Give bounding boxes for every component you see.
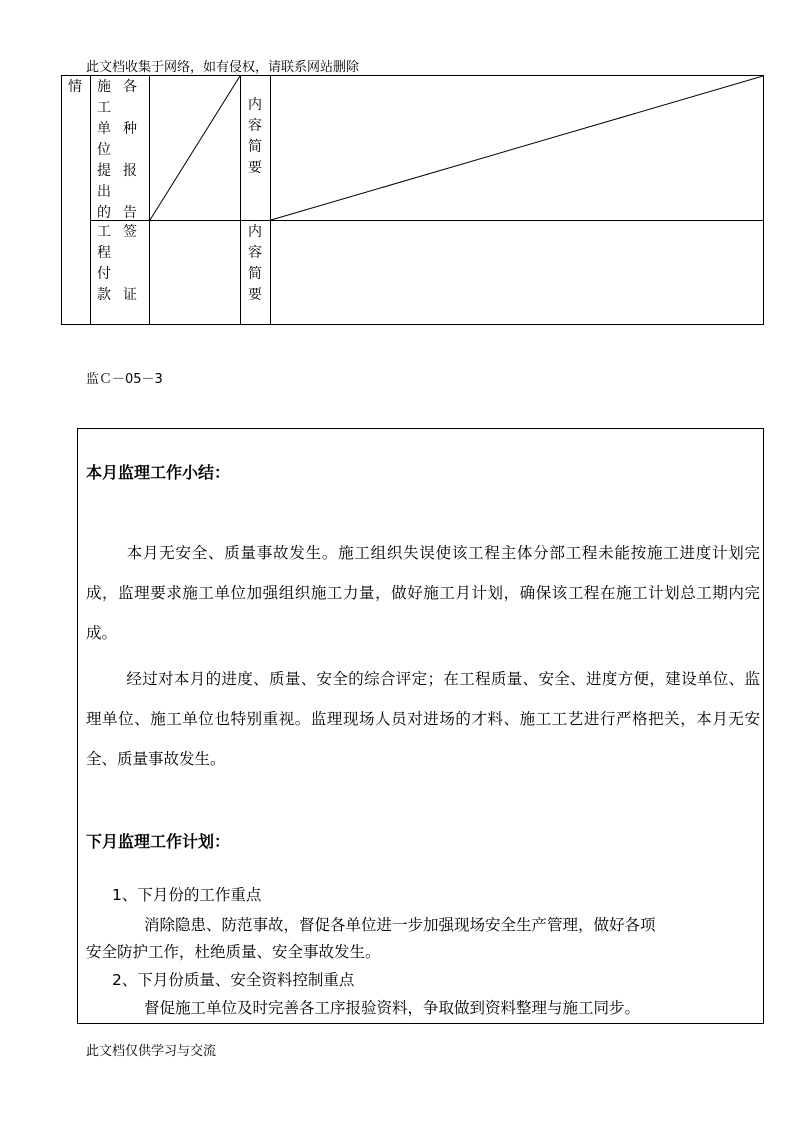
row2-content-label: 内 容 简 要 [248,224,262,303]
diagonal-lines [61,75,764,325]
form-code: 监Ｃ－05－3 [86,372,163,387]
footer-note: 此文档仅供学习与交流 [86,1044,217,1059]
info-table [61,75,764,325]
row-category-label: 情 [68,79,82,95]
plan-item-1-text: 消除隐患、防范事故，督促各单位进一步加强现场安全生产管理，做好各项 [144,916,656,934]
row1-content-label: 内 容 简 要 [248,97,262,176]
plan-item-1-title: 1、下月份的工作重点 [112,886,262,904]
plan-item-1-text-cont: 安全防护工作，杜绝质量、安全事故发生。 [86,943,381,961]
header-note: 此文档收集于网络，如有侵权，请联系网站删除 [86,60,360,75]
row1-label-col-b: 各 种 报 告 [123,79,137,221]
plan-item-2-title: 2、下月份质量、安全资料控制重点 [112,971,355,989]
monthly-report-box [77,428,764,1024]
summary-paragraph-2: 经过对本月的进度、质量、安全的综合评定；在工程质量、安全、进度方便，建设单位、监理单位、施工单位也特别重视。监理现场人员对进场的才料、施工工艺进行严格把关，本月无安全、质量事故发生。 [86,670,760,768]
plan-item-2-text: 督促施工单位及时完善各工序报验资料，争取做到资料整理与施工同步。 [144,999,641,1017]
plan-title: 下月监理工作计划： [86,832,231,851]
diagonal-line-left [150,76,240,220]
summary-title: 本月监理工作小结： [86,463,231,482]
row2-label-col-b: 签 证 [123,224,137,303]
row1-label-col-a: 施 工 单 位 提 出 的 [97,79,111,221]
row2-label-col-a: 工 程 付 款 [97,224,111,303]
diagonal-line-right [271,76,763,220]
summary-paragraph-1: 本月无安全、质量事故发生。施工组织失误使该工程主体分部工程未能按施工进度计划完成，监理要求施工单位加强组织施工力量，做好施工月计划，确保该工程在施工计划总工期内完成。 [86,544,760,642]
